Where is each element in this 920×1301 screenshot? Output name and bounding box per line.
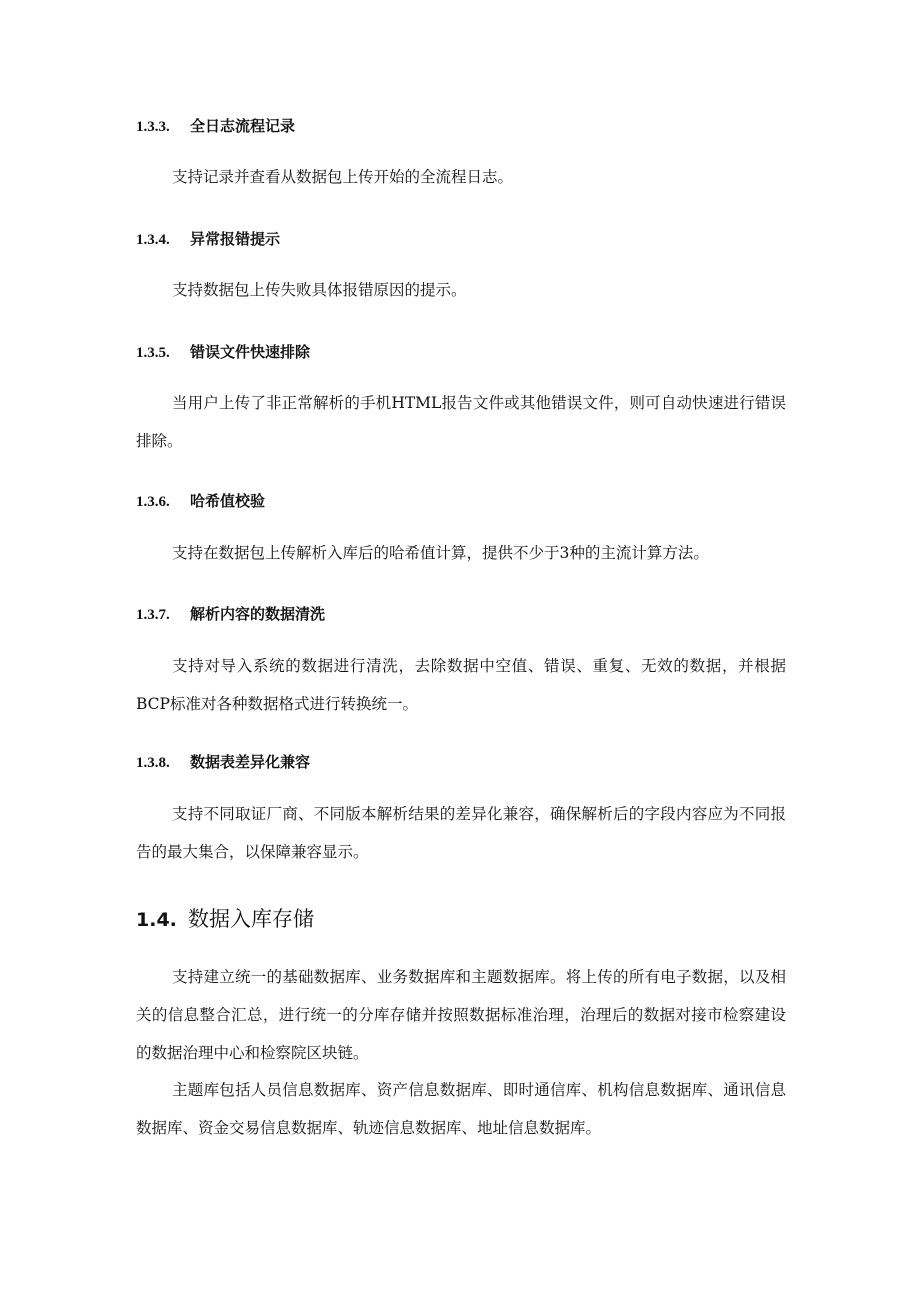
heading-number: 1.3.4. (136, 232, 170, 248)
heading-number: 1.4. (136, 909, 177, 931)
heading-1-3-3 (136, 116, 295, 137)
heading-title: 数据入库存储 (188, 907, 314, 931)
heading-1-3-5 (136, 342, 310, 363)
heading-number: 1.3.6. (136, 494, 170, 510)
heading-title: 全日志流程记录 (190, 117, 296, 135)
heading-number: 1.3.3. (136, 119, 170, 135)
paragraph: 支持不同取证厂商、不同版本解析结果的差异化兼容，确保解析后的字段内容应为不同报告的最大集合，以保障兼容显示。 (136, 805, 786, 861)
paragraph: 支持记录并查看从数据包上传开始的全流程日志。 (172, 168, 514, 186)
heading-title: 异常报错提示 (190, 230, 281, 248)
heading-1-4 (136, 905, 314, 934)
heading-1-3-6 (136, 491, 265, 512)
heading-1-3-7 (136, 604, 325, 625)
paragraph: 主题库包括人员信息数据库、资产信息数据库、即时通信库、机构信息数据库、通讯信息数据库、资金交易信息数据库、轨迹信息数据库、地址信息数据库。 (136, 1081, 786, 1137)
paragraph: 支持对导入系统的数据进行清洗，去除数据中空值、错误、重复、无效的数据，并根据BCP标准对各种数据格式进行转换统一。 (136, 657, 786, 713)
heading-number: 1.3.8. (136, 755, 170, 771)
heading-title: 解析内容的数据清洗 (190, 605, 326, 623)
paragraph: 当用户上传了非正常解析的手机HTML报告文件或其他错误文件，则可自动快速进行错误排除。 (136, 394, 786, 450)
heading-title: 哈希值校验 (190, 492, 266, 510)
heading-1-3-8 (136, 752, 310, 773)
paragraph: 支持数据包上传失败具体报错原因的提示。 (172, 281, 467, 299)
paragraph: 支持建立统一的基础数据库、业务数据库和主题数据库。将上传的所有电子数据，以及相关的信息整合汇总，进行统一的分库存储并按照数据标准治理，治理后的数据对接市检察建设的数据治理中心和检察院区块链。 (136, 968, 786, 1062)
heading-number: 1.3.5. (136, 345, 170, 361)
heading-number: 1.3.7. (136, 607, 170, 623)
heading-1-3-4 (136, 229, 280, 250)
heading-title: 数据表差异化兼容 (190, 753, 311, 771)
paragraph: 支持在数据包上传解析入库后的哈希值计算，提供不少于3种的主流计算方法。 (172, 544, 709, 562)
heading-title: 错误文件快速排除 (190, 343, 311, 361)
